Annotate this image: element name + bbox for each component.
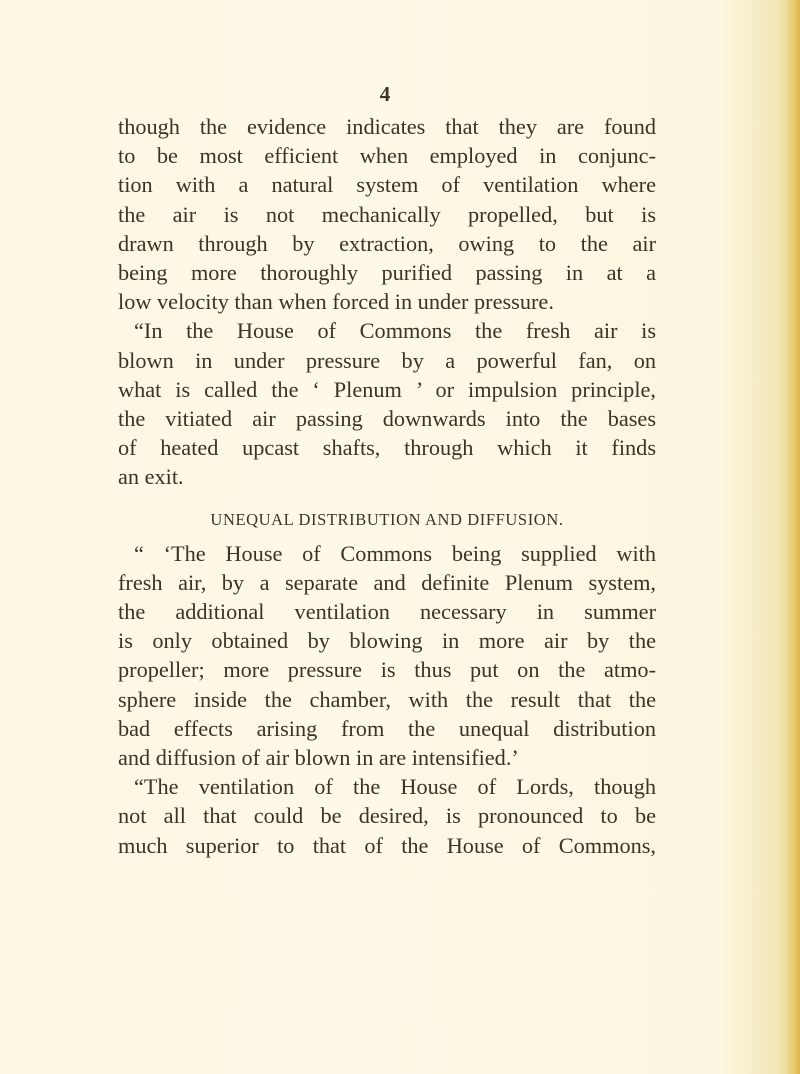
text-line: “The ventilation of the House of Lords, though [134, 774, 656, 800]
text-line: what is called the ‘ Plenum ’ or impulsion principle, [118, 376, 656, 402]
text-line: the additional ventilation necessary in summer [118, 599, 656, 625]
text-line: though the evidence indicates that they are found [118, 114, 656, 139]
text-line: being more thoroughly purified passing in at a [118, 260, 656, 286]
text-line: and diffusion of air blown in are intensified.’ [118, 745, 519, 771]
text-line: to be most efficient when employed in conjunc- [118, 143, 656, 169]
paragraph-1 [118, 112, 656, 316]
section-heading: UNEQUAL DISTRIBUTION AND DIFFUSION. [210, 509, 564, 529]
page-edge-shadow [786, 0, 800, 1074]
text-line: fresh air, by a separate and definite Plenum system, [118, 569, 656, 595]
text-line: “In the House of Commons the fresh air is [134, 318, 656, 344]
text-line: of heated upcast shafts, through which it finds [118, 435, 656, 461]
text-line: is only obtained by blowing in more air by the [118, 628, 656, 654]
text-line: blown in under pressure by a powerful fan, on [118, 347, 656, 373]
text-line: bad effects arising from the unequal distribution [118, 715, 656, 741]
text-line: much superior to that of the House of Commons, [118, 832, 656, 858]
text-line: an exit. [118, 464, 184, 490]
paragraph-2 [118, 316, 656, 491]
text-line: drawn through by extraction, owing to the air [118, 230, 656, 256]
text-line: sphere inside the chamber, with the result that the [118, 686, 656, 712]
text-line: tion with a natural system of ventilation where [118, 172, 656, 198]
text-line: propeller; more pressure is thus put on the atmo- [118, 657, 656, 683]
text-line: “ ‘The House of Commons being supplied with [134, 540, 656, 566]
paragraph-3 [118, 539, 656, 773]
text-line: not all that could be desired, is pronounced to be [118, 803, 656, 829]
page-number: 4 [379, 82, 391, 106]
text-line: low velocity than when forced in under pressure. [118, 289, 554, 315]
body-text [118, 112, 656, 860]
text-line: the air is not mechanically propelled, but is [118, 201, 656, 227]
text-line: the vitiated air passing downwards into the bases [118, 406, 656, 432]
paragraph-4 [118, 772, 656, 860]
